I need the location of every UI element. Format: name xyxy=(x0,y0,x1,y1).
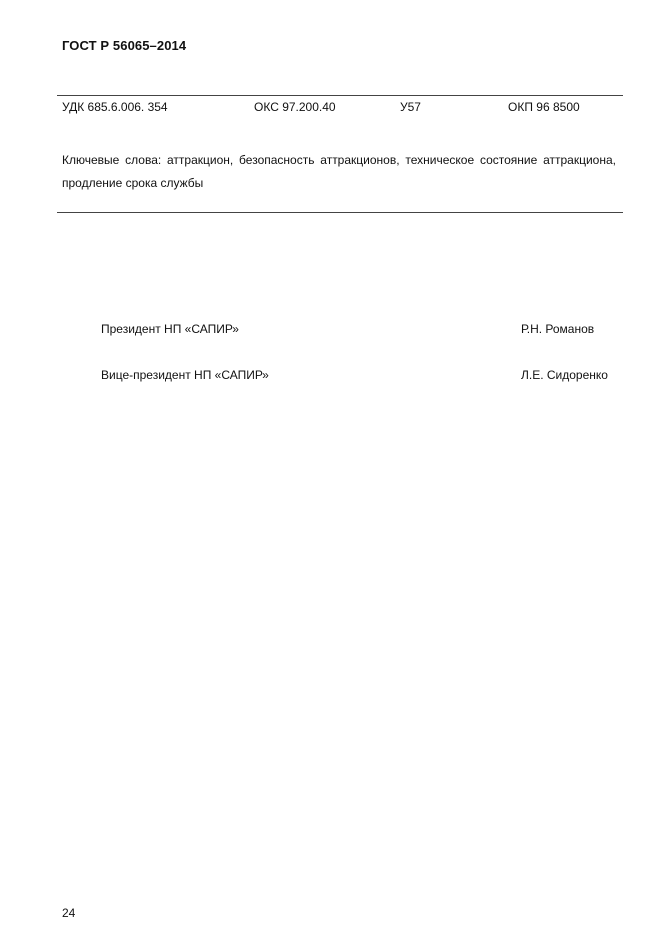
signatory-title: Вице-президент НП «САПИР» xyxy=(101,368,269,382)
udk-code: УДК 685.6.006. 354 xyxy=(62,100,168,114)
keywords-paragraph: Ключевые слова: аттракцион, безопасность аттракционов, техническое состояние аттракциона, продление срока службы xyxy=(62,153,616,190)
oks-code: ОКС 97.200.40 xyxy=(254,100,336,114)
top-divider xyxy=(57,95,623,96)
group-code: У57 xyxy=(400,100,421,114)
signatory-name: Р.Н. Романов xyxy=(521,322,595,336)
bottom-divider xyxy=(57,212,623,213)
signatory-name: Л.Е. Сидоренко xyxy=(521,368,608,382)
document-code-header: ГОСТ Р 56065–2014 xyxy=(62,38,187,53)
page-number: 24 xyxy=(62,906,76,920)
signatory-title: Президент НП «САПИР» xyxy=(101,322,239,336)
okp-code: ОКП 96 8500 xyxy=(508,100,580,114)
